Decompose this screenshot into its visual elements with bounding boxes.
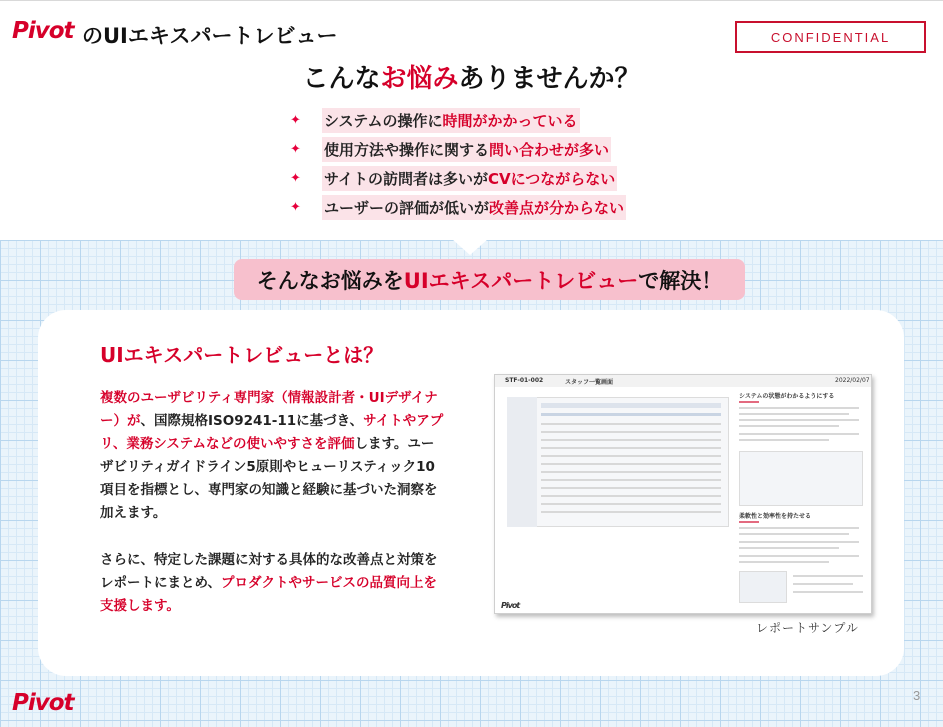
report-sample-image	[494, 374, 872, 614]
problem-text: ユーザーの評価が低いが改善点が分からない	[322, 195, 626, 220]
report-logo: Pivot	[501, 601, 520, 610]
banner-post: で解決！	[638, 268, 723, 293]
page-title: のUIエキスパートレビュー	[82, 24, 338, 48]
sparkle-icon: ✦	[290, 200, 301, 215]
footer-pivot-logo: Pivot	[12, 690, 74, 716]
headline-pre: こんな	[302, 64, 381, 94]
pivot-logo: Pivot	[12, 18, 74, 44]
report-section-2: 柔軟性と効率性を持たせる	[739, 513, 812, 520]
problem-item	[290, 193, 626, 222]
headline	[0, 58, 943, 95]
page-number: 3	[913, 688, 921, 703]
banner-pre: そんなお悩みを	[256, 268, 404, 293]
problem-text: システムの操作に時間がかかっている	[322, 108, 580, 133]
about-title: UIエキスパートレビューとは？	[100, 343, 384, 367]
report-caption: レポートサンプル	[756, 621, 859, 635]
problem-item	[290, 135, 626, 164]
problem-text: サイトの訪問者は多いがCVにつながらない	[322, 166, 617, 191]
report-section-1: システムの状態がわかるようにする	[739, 393, 835, 400]
problem-item	[290, 106, 626, 135]
confidential-badge: CONFIDENTIAL	[735, 21, 926, 53]
report-id: STF-01-002	[505, 377, 544, 384]
solution-banner	[234, 259, 745, 300]
sparkle-icon: ✦	[290, 113, 301, 128]
problem-text: 使用方法や操作に関する問い合わせが多い	[322, 137, 611, 162]
headline-post: ありませんか？	[458, 64, 641, 94]
about-paragraph-2: さらに、特定した課題に対する具体的な改善点と対策をレポートにまとめ、プロダクトやサービスの品質向上を支援します。	[100, 552, 438, 614]
about-paragraph-1: 複数のユーザビリティ専門家（情報設計者・UIデザイナー）が、国際規格ISO9241-11に基づき、サイトやアプリ、業務システムなどの使いやすさを評価します。ユーザビリティガイドライン5原則やヒューリスティック10項目を指標とし、専門家の知識と経験に基づいた洞察を加えます。	[100, 390, 444, 521]
sparkle-icon: ✦	[290, 171, 301, 186]
problem-list	[290, 106, 626, 222]
problem-item	[290, 164, 626, 193]
speech-notch	[452, 239, 488, 255]
report-screen: スタッフ一覧画面	[565, 379, 614, 386]
report-date: 2022/02/07	[835, 377, 870, 384]
headline-accent: お悩み	[380, 64, 459, 94]
banner-accent: UIエキスパートレビュー	[403, 268, 639, 293]
sparkle-icon: ✦	[290, 142, 301, 157]
